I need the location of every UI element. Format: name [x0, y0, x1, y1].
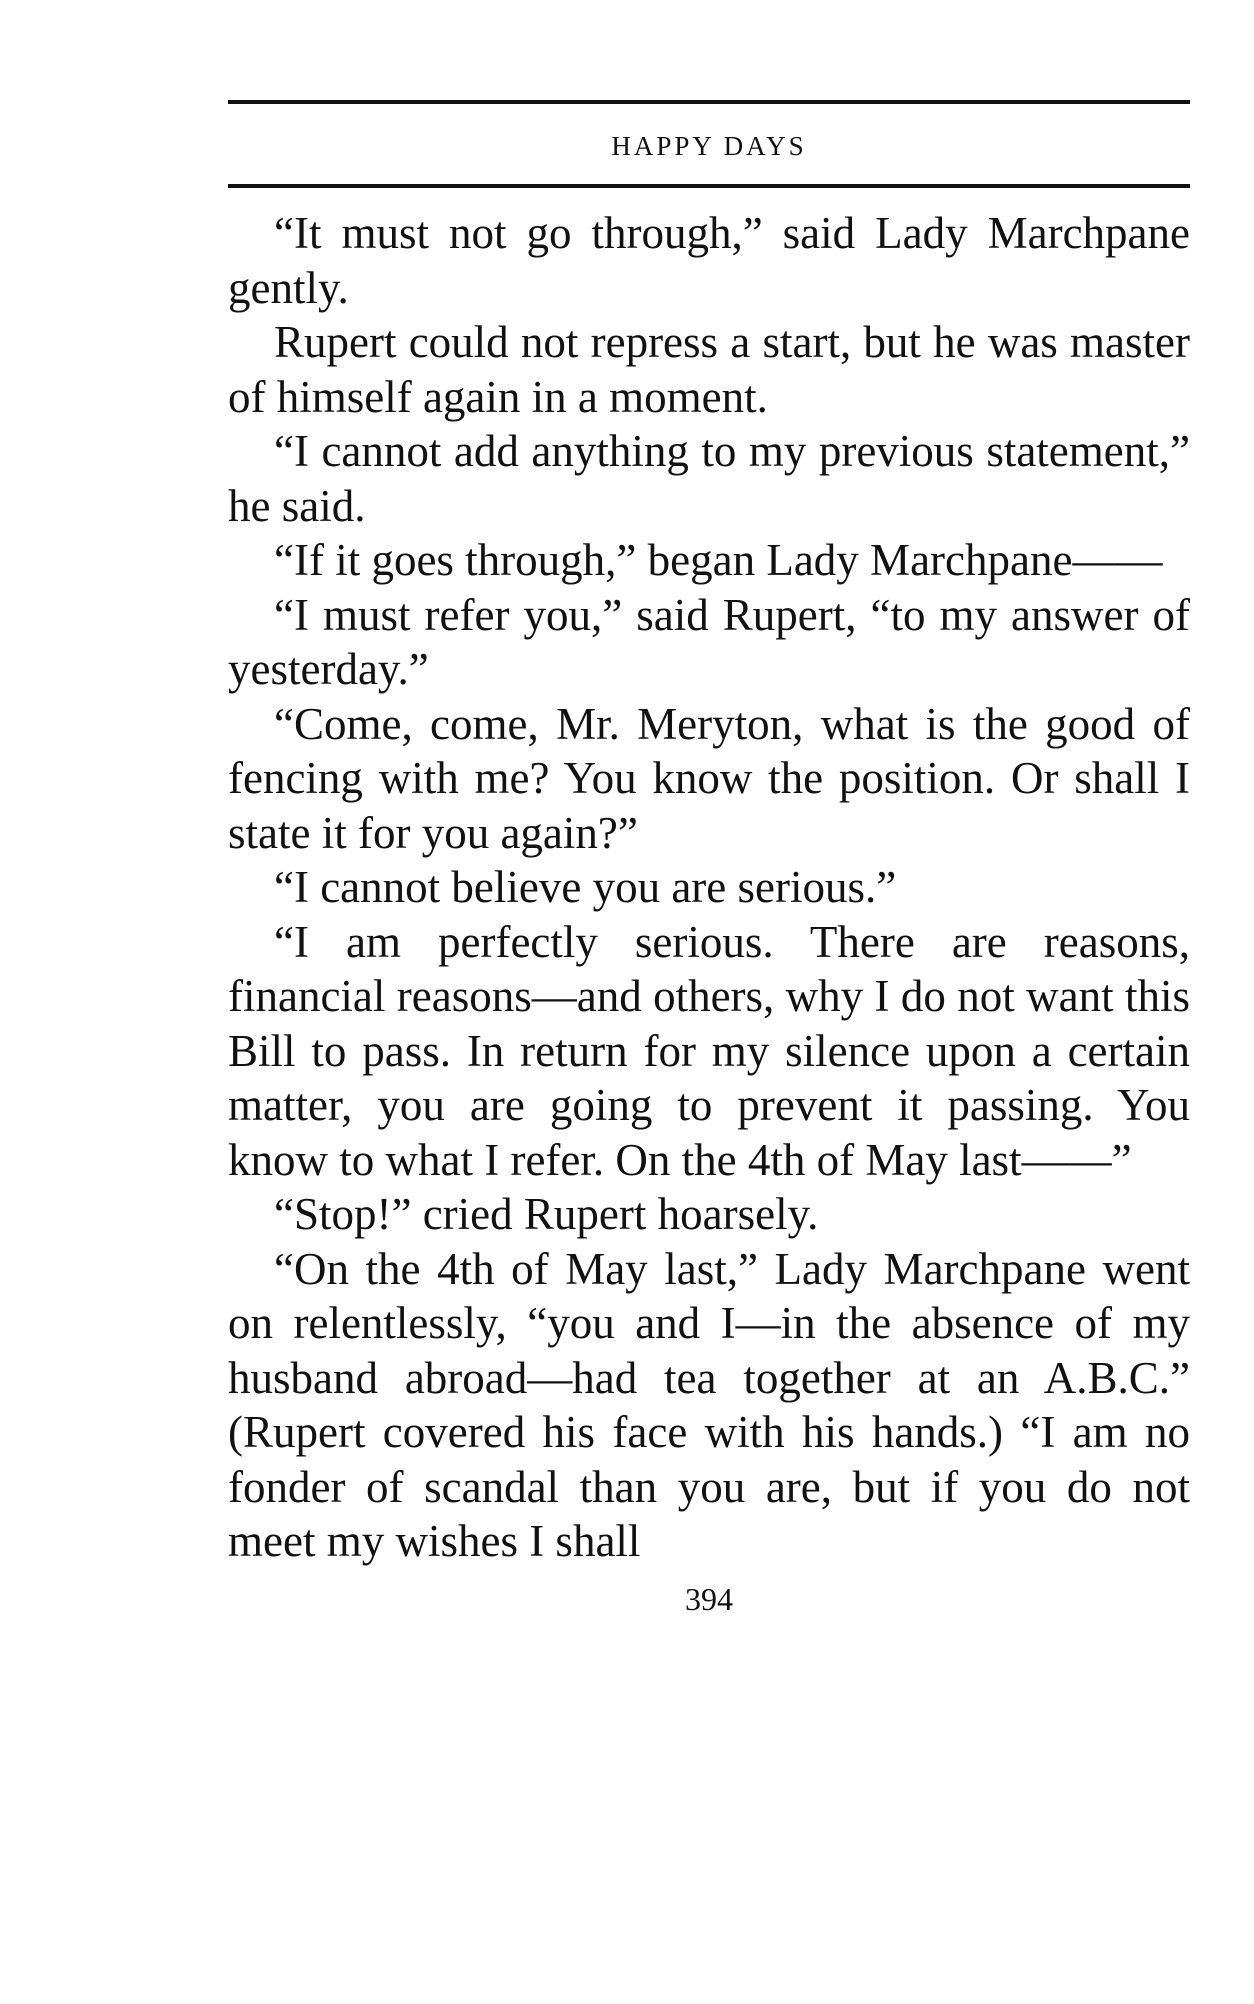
paragraph: “I cannot believe you are serious.”	[274, 862, 897, 912]
paragraph: “On the 4th of May last,” Lady Marchpane went on relentlessly, “you and I—in the absence of my husband abroad—had tea together at an A.B.C.” (Rupert covered his face with his hands.) “I am no fonder of scandal than you are, but if you do not meet my wishes I shall	[228, 1243, 1190, 1566]
paragraph: “Stop!” cried Rupert hoarsely.	[274, 1189, 819, 1239]
header-rule-bottom	[228, 184, 1190, 188]
paragraph: “I must refer you,” said Rupert, “to my answer of yesterday.”	[228, 589, 1190, 694]
paragraph: “It must not go through,” said Lady Marchpane gently.	[228, 208, 1190, 313]
page-number: 394	[685, 1580, 733, 1617]
paragraph: “Come, come, Mr. Meryton, what is the good of fencing with me? You know the position. Or shall I state it for you again?”	[228, 698, 1190, 858]
book-page	[228, 100, 1190, 1619]
body-text	[228, 206, 1190, 1569]
paragraph: Rupert could not repress a start, but he was master of himself again in a moment.	[228, 317, 1190, 422]
paragraph: “I cannot add anything to my previous statement,” he said.	[228, 426, 1190, 531]
running-head: HAPPY DAYS	[611, 131, 807, 161]
paragraph: “I am perfectly serious. There are reasons, financial reasons—and others, why I do not want this Bill to pass. In return for my silence upon a certain matter, you are going to prevent it passing. You know to what I refer. On the 4th of May last——”	[228, 916, 1190, 1185]
header-rule-top	[228, 100, 1190, 104]
paragraph: “If it goes through,” began Lady Marchpane——	[274, 535, 1163, 585]
